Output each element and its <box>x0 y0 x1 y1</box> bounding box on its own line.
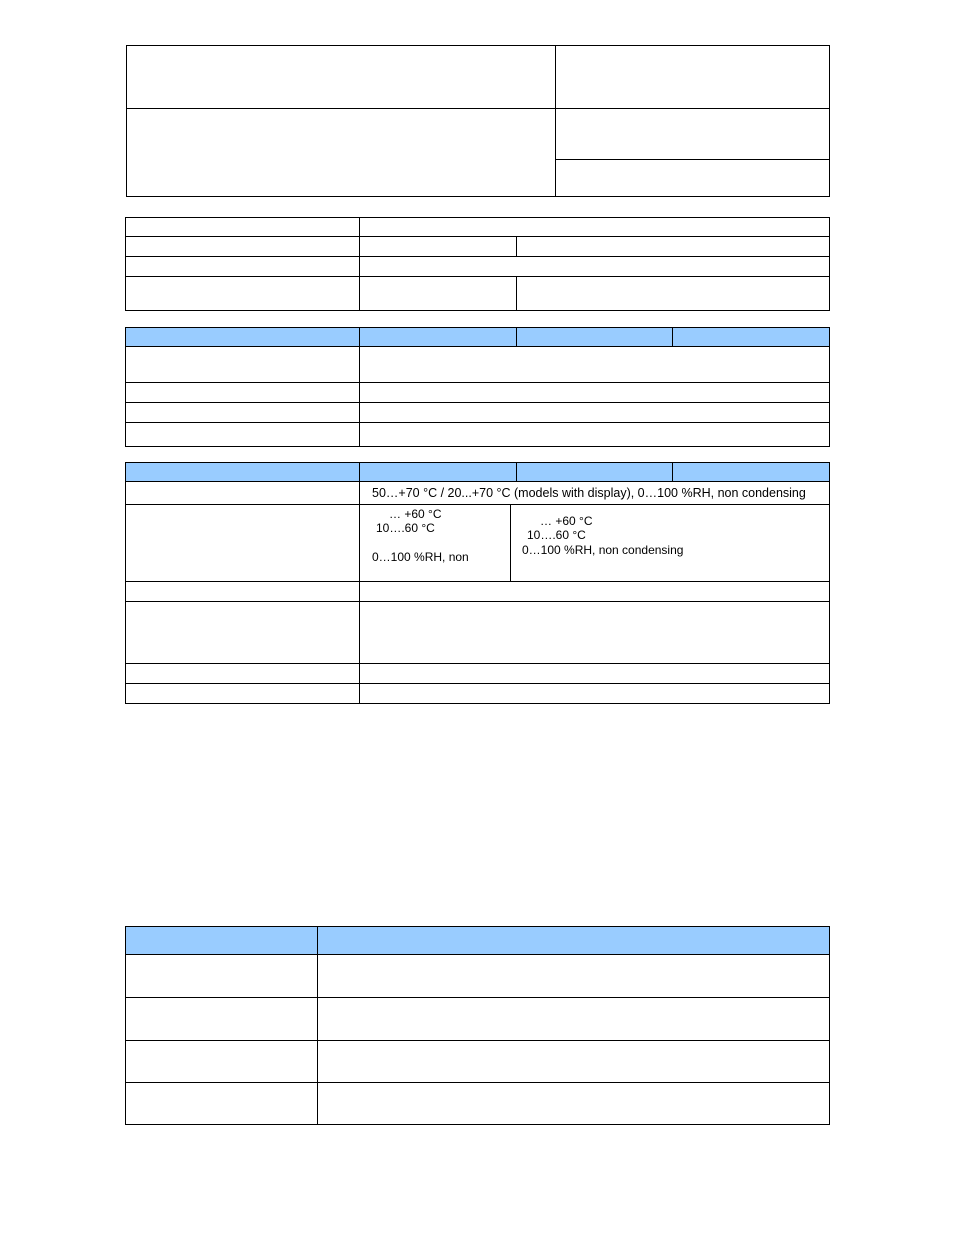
title-block-right-divider <box>555 159 829 160</box>
info-table <box>125 217 830 311</box>
bottom-table-row-line <box>125 997 829 998</box>
operating-range-right: 10….60 °C <box>527 528 586 542</box>
bottom-table <box>125 926 830 1125</box>
title-block <box>126 45 830 197</box>
env-table-column-line <box>359 462 360 704</box>
env-table-row-line <box>125 601 829 602</box>
env-table-column-line <box>516 462 517 481</box>
info-table-row-line <box>125 276 829 277</box>
bottom-table-row-line <box>125 1082 829 1083</box>
operating-temp-left: … +60 °C <box>389 507 442 521</box>
info-table-row-line <box>125 256 829 257</box>
spec-table-row-line <box>125 422 829 423</box>
env-table-row-line <box>125 683 829 684</box>
env-table-row-line <box>125 663 829 664</box>
bottom-table-column-line <box>317 926 318 1125</box>
spec-table-column-line <box>516 327 517 346</box>
spec-table-column-line <box>672 327 673 346</box>
title-block-column-divider <box>555 45 556 197</box>
bottom-table-row-line <box>125 1040 829 1041</box>
spec-table-row-line <box>125 382 829 383</box>
spec-table-row-line <box>125 346 829 347</box>
operating-temp-right: … +60 °C <box>540 514 593 528</box>
info-table-row-line <box>125 236 829 237</box>
env-table-row-line <box>125 581 829 582</box>
info-table-column-line <box>516 276 517 311</box>
info-table-column-line <box>359 217 360 311</box>
info-table-column-line <box>516 236 517 256</box>
operating-humidity-right: 0…100 %RH, non condensing <box>522 543 684 557</box>
title-block-divider <box>126 108 829 109</box>
operating-humidity-left: 0…100 %RH, non <box>372 550 469 564</box>
operating-range-left: 10….60 °C <box>376 521 435 535</box>
env-table-column-line <box>672 462 673 481</box>
bottom-table-row-line <box>125 954 829 955</box>
storage-conditions-text: 50…+70 °C / 20...+70 °C (models with display), 0…100 %RH, non condensing <box>372 486 806 500</box>
env-table-row-line <box>125 504 829 505</box>
spec-table-row-line <box>125 402 829 403</box>
spec-table-column-line <box>359 327 360 447</box>
env-table-row-line <box>125 481 829 482</box>
env-table-column-line <box>510 504 511 581</box>
spec-table <box>125 327 830 447</box>
